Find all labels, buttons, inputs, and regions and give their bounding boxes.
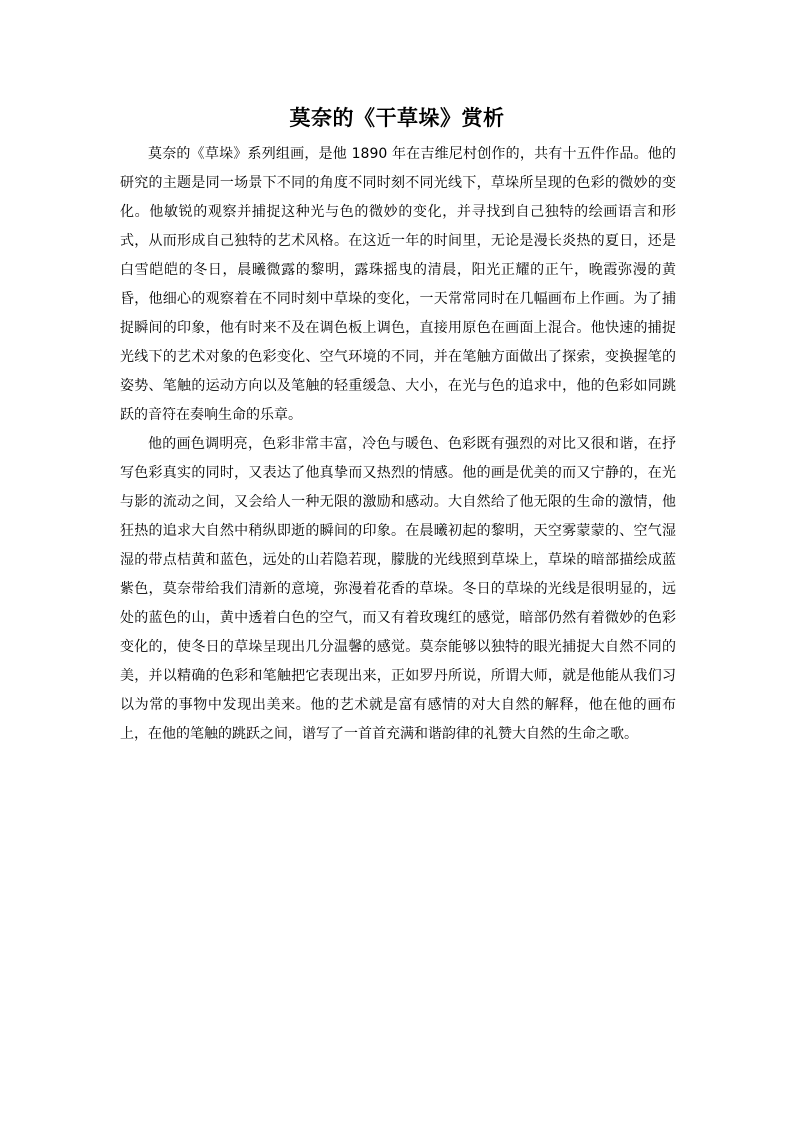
paragraph-2: 他的画色调明亮，色彩非常丰富，冷色与暖色、色彩既有强烈的对比又很和谐，在抒写色彩真实的同时，又表达了他真挚而又热烈的情感。他的画是优美的而又宁静的，在光与影的流动之间，又会给人一种无限的激励和感动。大自然给了他无限的生命的激情，他狂热的追求大自然中稍纵即逝的瞬间的印象。在晨曦初起的黎明，天空雾蒙蒙的、空气湿湿的带点桔黄和蓝色，远处的山若隐若现，朦胧的光线照到草垛上，草垛的暗部描绘成蓝紫色，莫奈带给我们清新的意境，弥漫着花香的草垛。冬日的草垛的光线是很明显的，远处的蓝色的山，黄中透着白色的空气，而又有着玫瑰红的感觉，暗部仍然有着微妙的色彩变化的，使冬日的草垛呈现出几分温馨的感觉。莫奈能够以独特的眼光捕捉大自然不同的美，并以精确的色彩和笔触把它表现出来，正如罗丹所说，所谓大师，就是他能从我们习以为常的事物中发现出美来。他的艺术就是富有感情的对大自然的解释，他在他的画布上，在他的笔触的跳跃之间，谱写了一首首充满和谐韵律的礼赞大自然的生命之歌。 [120, 436, 676, 742]
document-body [120, 140, 676, 749]
document-title: 莫奈的《干草垛》赏析 [289, 105, 505, 130]
paragraph-1: 莫奈的《草垛》系列组画，是他 1890 年在吉维尼村创作的，共有十五件作品。他的研究的主题是同一场景下不同的角度不同时刻不同光线下，草垛所呈现的色彩的微妙的变化。他敏锐的观察并捕捉这种光与色的微妙的变化，并寻找到自己独特的绘画语言和形式，从而形成自己独特的艺术风格。在这近一年的时间里，无论是漫长炎热的夏日，还是白雪皑皑的冬日，晨曦微露的黎明，露珠摇曳的清晨，阳光正耀的正午，晚霞弥漫的黄昏，他细心的观察着在不同时刻中草垛的变化，一天常常同时在几幅画布上作画。为了捕捉瞬间的印象，他有时来不及在调色板上调色，直接用原色在画面上混合。他快速的捕捉光线下的艺术对象的色彩变化、空气环境的不同，并在笔触方面做出了探索，变换握笔的姿势、笔触的运动方向以及笔触的轻重缓急、大小，在光与色的追求中，他的色彩如同跳跃的音符在奏响生命的乐章。 [120, 146, 676, 423]
